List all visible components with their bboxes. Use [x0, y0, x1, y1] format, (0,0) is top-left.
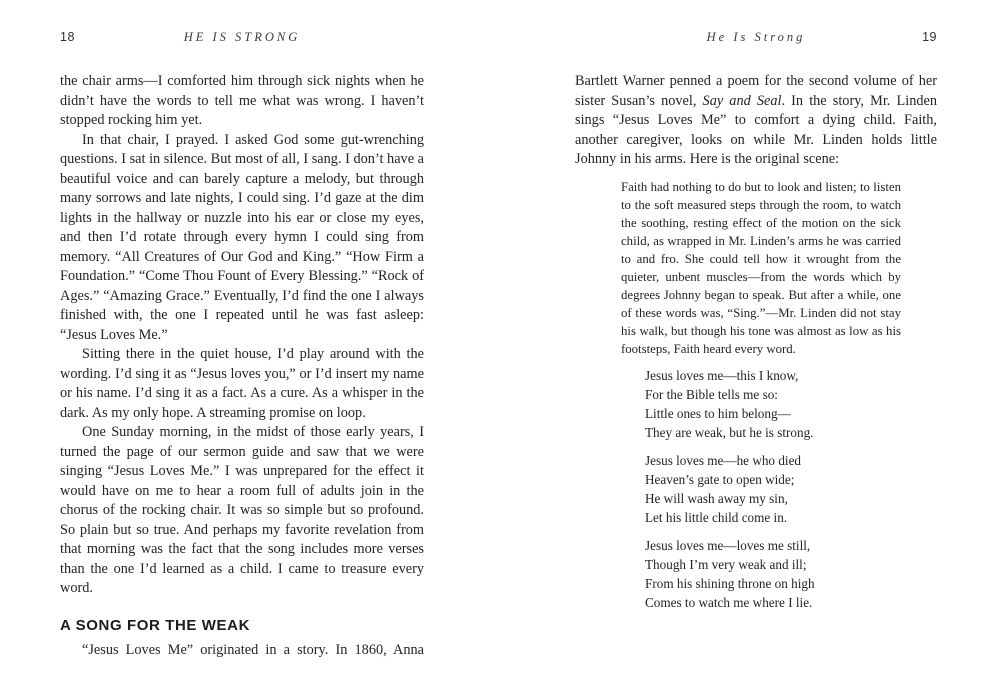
paragraph-continuation — [575, 72, 937, 170]
left-page-body — [60, 72, 424, 661]
left-page-header — [60, 30, 424, 48]
poem-line: Jesus loves me—he who died — [645, 452, 802, 468]
section-heading: A SONG FOR THE WEAK — [60, 616, 251, 634]
poem-line: Though I’m very weak and ill; — [645, 556, 807, 572]
poem — [645, 366, 937, 612]
right-page-number: 19 — [922, 30, 937, 44]
poem-line: Jesus loves me—loves me still, — [645, 537, 811, 553]
poem-line: Little ones to him belong— — [645, 405, 791, 421]
left-page-number: 18 — [60, 30, 75, 44]
left-running-head: HE IS STRONG — [183, 30, 301, 44]
novel-title: Say and Seal — [702, 92, 782, 109]
right-page-header — [575, 30, 937, 48]
poem-line: Heaven’s gate to open wide; — [645, 471, 795, 487]
poem-line: For the Bible tells me so: — [645, 386, 778, 402]
paragraph-text: Bartlett Warner penned a poem for the second volume of her sister Susan’s novel, — [575, 73, 937, 109]
poem-line: From his shining throne on high — [645, 575, 815, 591]
poem-line: Let his little child come in. — [645, 509, 788, 525]
paragraph-continuation: the chair arms—I comforted him through sick nights when he didn’t have the words to tell me what was wrong. I haven’t stopped rocking him yet. — [60, 73, 424, 128]
paragraph-partial: “Jesus Loves Me” originated in a story. In 1860, Anna — [82, 642, 424, 658]
paragraph: In that chair, I prayed. I asked God some gut-wrenching questions. I sat in silence. But most of all, I sang. I don’t have a beautiful voice and can barely capture a melody, but through many sorrows and late nights, I could sing. I’d gaze at the dim lights in the hallway or nuzzle into his ear or close my eyes, and then I’d rotate through every hymn I could sing from memory. “All Creatures of Our God and King.” “How Firm a Foundation.” “Come Thou Fount of Every Blessing.” “Rock of Ages.” “Amazing Grace.” Eventually, I’d find the one I always finished with, the one I repeated until he was fast asleep: “Jesus Loves Me.” — [60, 131, 424, 343]
poem-stanza — [645, 451, 937, 527]
poem-line: He will wash away my sin, — [645, 490, 788, 506]
poem-line: Jesus loves me—this I know, — [645, 367, 799, 383]
block-quote: Faith had nothing to do but to look and listen; to listen to the soft measured steps through the room, to watch the soothing, resting effect of the motion on the sick child, as wrapped in Mr. Linden’s arms he was carried to and fro. She could tell how it wrought from the quieter, unbent muscles—from the words which by degrees Johnny began to speak. But after a while, one of these words was, “Sing.”—Mr. Linden did not stay his walk, but though his tone was almost as low as his footsteps, Faith heard every word. — [621, 179, 901, 356]
paragraph-text: . In the story, Mr. Linden sings “Jesus Loves Me” to comfort a dying child. Faith, another caregiver, looks on while Mr. Linden holds little Johnny in his arms. Here is the original scene: — [575, 92, 937, 167]
right-page-body — [575, 72, 937, 612]
paragraph: Sitting there in the quiet house, I’d play around with the wording. I’d sing it as “Jesus loves you,” or I’d insert my name or his name. I’d sing it as a fact. As a cure. As a whisper in the dark. As my only hope. A streaming promise on loop. — [60, 346, 424, 421]
poem-line: Comes to watch me where I lie. — [645, 594, 813, 610]
poem-stanza — [645, 366, 937, 442]
paragraph: One Sunday morning, in the midst of those early years, I turned the page of our sermon guide and saw that we were singing “Jesus Loves Me.” I was unprepared for the effect it would have on me to hear a room full of adults join in the chorus of the rocking chair. It was so simple but so profound. So plain but so true. And perhaps my favorite revelation from that morning was the fact that the song includes more verses than the one I’d learned as a child. I came to treasure every word. — [60, 424, 424, 596]
poem-line: They are weak, but he is strong. — [645, 424, 814, 440]
right-page — [500, 0, 1000, 700]
right-running-head: He Is Strong — [706, 30, 806, 44]
poem-stanza — [645, 536, 937, 612]
